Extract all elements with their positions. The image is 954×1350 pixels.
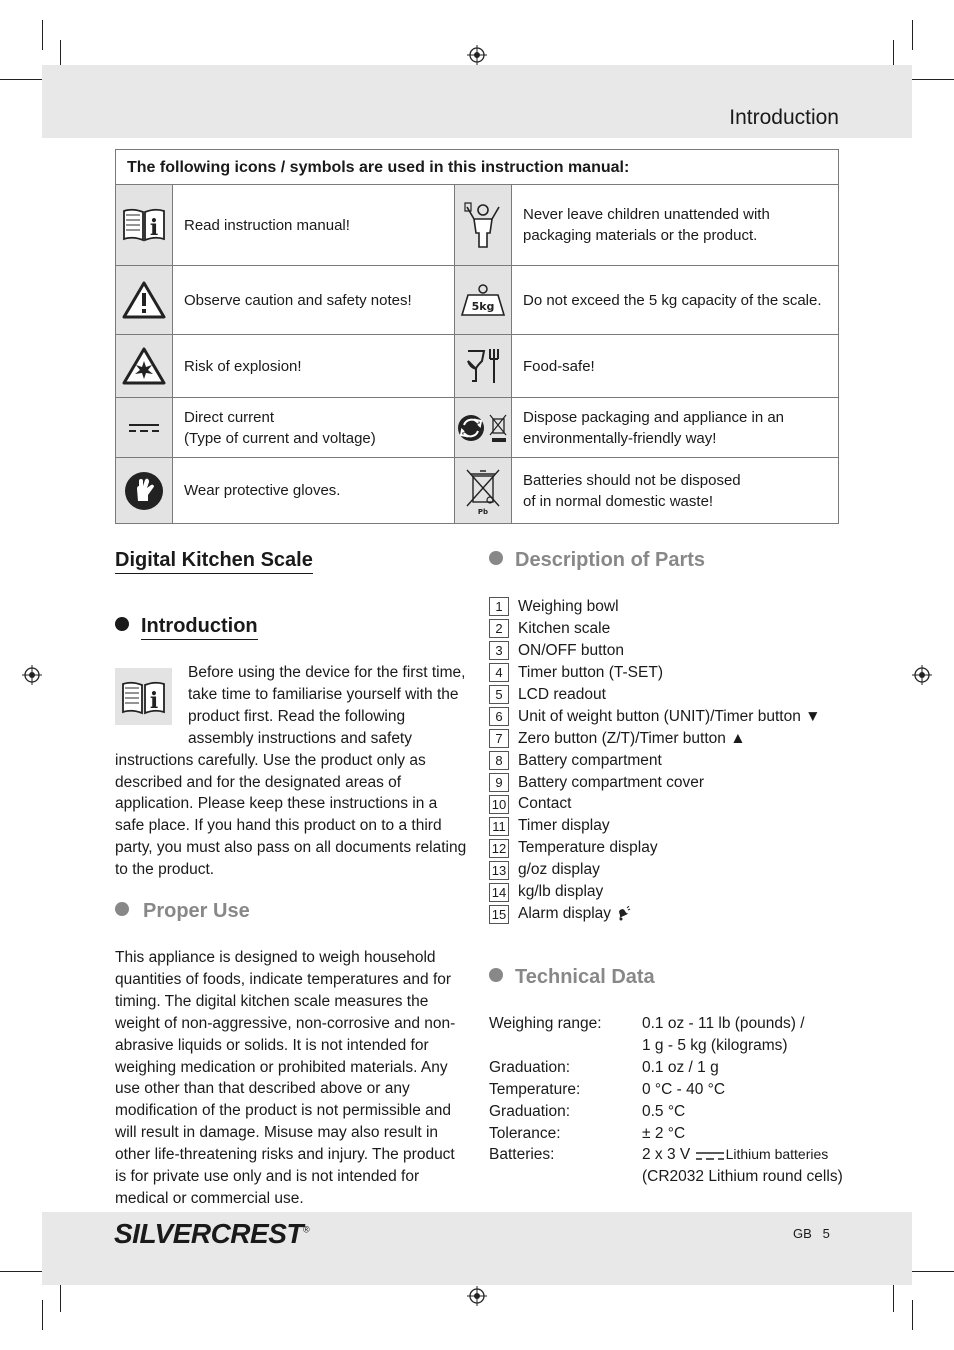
icon-description — [512, 458, 839, 524]
table-row — [116, 458, 839, 524]
icon-description: Do not exceed the 5 kg capacity of the scale. — [512, 266, 839, 335]
list-item: 14 kg/lb display — [489, 881, 821, 903]
svg-text:i: i — [149, 215, 159, 241]
icons-table — [115, 149, 839, 524]
bullet-dot-icon — [489, 968, 503, 982]
list-item: 7 Zero button (Z/T)/Timer button ▲ — [489, 728, 821, 750]
tech-row: Temperature: 0 °C - 40 °C — [489, 1080, 726, 1098]
parts-list — [489, 596, 821, 925]
proper-use-text: This appliance is designed to weigh household quantities of foods, indicate temperatures and for timing. The digital kitchen scale measures the weight of non-aggressive, non-corrosive and non-abrasive liquids or solids. It is not intended for weighing medication or prohibited materials. Any use other than that described above or any modification of the product is not permissible and will result in damage. Misuse may also result in other life-threatening risks and injury. The product is for private use only and is not intended for medical or commercial use. — [115, 949, 456, 1207]
introduction-heading: Introduction — [115, 615, 258, 638]
icon-description — [173, 398, 455, 458]
battery-line-1: Batteries should not be disposed — [523, 471, 741, 489]
list-item: 2 Kitchen scale — [489, 618, 821, 640]
brand-logo: SILVERCREST® — [114, 1218, 310, 1249]
tech-row: Graduation: 0.1 oz / 1 g — [489, 1058, 719, 1076]
proper-use-heading: Proper Use — [115, 900, 250, 923]
list-item: 9 Battery compartment cover — [489, 772, 821, 794]
tech-row: Graduation: 0.5 °C — [489, 1102, 686, 1120]
list-item: 1 Weighing bowl — [489, 596, 821, 618]
registration-mark-icon — [467, 45, 487, 65]
direct-current-icon — [695, 1150, 725, 1162]
icon-description: Observe caution and safety notes! — [173, 266, 455, 335]
icon-description: Never leave children unattended with packaging materials or the product. — [512, 185, 839, 266]
battery-line-2: of in normal domestic waste! — [523, 492, 714, 510]
alarm-bell-icon — [615, 906, 631, 922]
tech-row: Tolerance: ± 2 °C — [489, 1124, 686, 1142]
gloves-icon — [116, 458, 173, 524]
tech-row: (CR2032 Lithium round cells) — [642, 1168, 843, 1186]
weight-5kg-icon — [455, 266, 512, 335]
parts-heading: Description of Parts — [489, 549, 705, 572]
svg-text:i: i — [149, 688, 159, 714]
dc-line-1: Direct current — [184, 408, 275, 426]
list-item: 3 ON/OFF button — [489, 640, 821, 662]
down-triangle-icon: ▼ — [805, 707, 821, 725]
icon-description: Wear protective gloves. — [173, 458, 455, 524]
pb-label: Pb — [477, 507, 489, 516]
bullet-dot-icon — [115, 617, 129, 631]
explosion-icon — [116, 335, 173, 398]
up-triangle-icon: ▲ — [730, 729, 746, 747]
icon-description: Food-safe! — [512, 335, 839, 398]
tech-row: Batteries: 2 x 3 V Lithium batteries — [489, 1146, 829, 1164]
battery-bin-icon — [455, 458, 512, 524]
introduction-text: Before using the device for the first time, take time to familiarise yourself with the product first. Read the following assembly instructions and safety instructions carefully. Use the product only as described and for the designated areas of application. Please keep these instructions in a safe place. If you hand this product on to a third party, you must also pass on all documents relating to the product. — [115, 664, 467, 879]
recycling-icon — [455, 398, 512, 458]
list-item: 11 Timer display — [489, 815, 821, 837]
language-code: GB — [793, 1226, 812, 1241]
product-title: Digital Kitchen Scale — [115, 549, 313, 572]
icon-description: Risk of explosion! — [173, 335, 455, 398]
registration-mark-icon — [912, 665, 932, 685]
bullet-dot-icon — [115, 902, 129, 916]
bullet-dot-icon — [489, 551, 503, 565]
technical-data — [489, 1013, 843, 1188]
food-safe-icon — [455, 335, 512, 398]
icon-description: Read instruction manual! — [173, 185, 455, 266]
page-number: 5 — [822, 1226, 830, 1241]
list-item: 13 g/oz display — [489, 859, 821, 881]
list-item: 10 Contact — [489, 793, 821, 815]
table-row — [116, 398, 839, 458]
direct-current-icon — [116, 398, 173, 458]
warning-triangle-icon — [116, 266, 173, 335]
icon-description: Dispose packaging and appliance in an environmentally-friendly way! — [512, 398, 839, 458]
list-item: 6 Unit of weight button (UNIT)/Timer button ▼ — [489, 706, 821, 728]
page-title: Introduction — [729, 106, 839, 129]
list-item: 12 Temperature display — [489, 837, 821, 859]
child-packaging-icon — [455, 185, 512, 266]
registration-mark-icon — [467, 1286, 487, 1306]
table-row — [116, 335, 839, 398]
page-info — [793, 1226, 830, 1241]
tech-row: Weighing range: 0.1 oz - 11 lb (pounds) / — [489, 1015, 805, 1032]
list-item: 4 Timer button (T-SET) — [489, 662, 821, 684]
list-item: 8 Battery compartment — [489, 750, 821, 772]
book-info-icon — [116, 185, 173, 266]
icons-table-heading: The following icons / symbols are used in this instruction manual: — [116, 150, 839, 185]
technical-data-heading: Technical Data — [489, 966, 655, 989]
registration-mark-icon — [22, 665, 42, 685]
tech-row: 1 g - 5 kg (kilograms) — [642, 1036, 788, 1054]
dc-line-2: (Type of current and voltage) — [184, 429, 376, 447]
weight-label: 5kg — [471, 300, 495, 313]
list-item: 15 Alarm display — [489, 903, 821, 925]
table-row — [116, 185, 839, 266]
table-row — [116, 266, 839, 335]
list-item: 5 LCD readout — [489, 684, 821, 706]
